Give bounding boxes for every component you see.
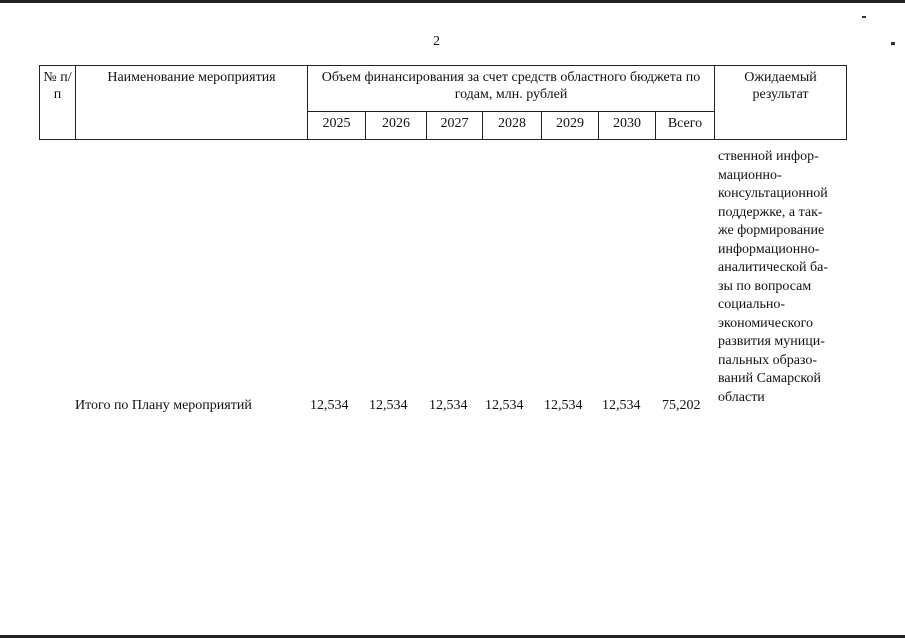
result-line: ственной инфор- bbox=[718, 149, 819, 164]
result-line: экономического bbox=[718, 315, 813, 331]
page-number: 2 bbox=[433, 34, 440, 49]
total-header: Всего bbox=[656, 112, 715, 140]
total-label: Итого по Плану мероприятий bbox=[75, 398, 252, 413]
page-top-edge bbox=[0, 0, 905, 3]
total-value: 12,534 bbox=[602, 398, 641, 413]
total-value: 12,534 bbox=[369, 398, 408, 413]
result-line: области bbox=[718, 389, 765, 405]
header-funding: Объем финансирования за счет средств областного бюджета по годам, млн. рублей bbox=[308, 66, 715, 112]
total-value: 12,534 bbox=[485, 398, 524, 413]
result-line: аналитической ба- bbox=[718, 260, 829, 275]
year-header: 2026 bbox=[366, 112, 427, 140]
result-line: же формирование bbox=[718, 223, 825, 238]
result-line: ваний Самарской bbox=[718, 371, 821, 386]
year-header: 2029 bbox=[542, 112, 599, 140]
year-header: 2027 bbox=[427, 112, 483, 140]
result-line: пальных образо- bbox=[718, 352, 818, 368]
result-line: информационно- bbox=[718, 241, 820, 257]
result-line: мационно- bbox=[718, 167, 782, 183]
result-line: развития муници- bbox=[718, 334, 825, 349]
scan-speck bbox=[891, 42, 895, 45]
page-bottom-edge bbox=[0, 635, 905, 638]
header-num: № п/п bbox=[40, 66, 76, 140]
total-value: 12,534 bbox=[544, 398, 583, 413]
header-result: Ожидаемый результат bbox=[715, 66, 847, 140]
total-value: 12,534 bbox=[429, 398, 468, 413]
expected-result-continuation bbox=[718, 148, 840, 407]
total-value: 12,534 bbox=[310, 398, 349, 413]
grand-total-value: 75,202 bbox=[662, 398, 701, 413]
result-line: поддержке, а так- bbox=[718, 204, 823, 220]
result-line: консультационной bbox=[718, 186, 828, 201]
header-name: Наименование мероприятия bbox=[76, 66, 308, 140]
year-header: 2030 bbox=[599, 112, 656, 140]
funding-table-header bbox=[39, 65, 847, 140]
result-line: социально- bbox=[718, 297, 786, 312]
result-line: зы по вопросам bbox=[718, 278, 812, 294]
year-header: 2025 bbox=[308, 112, 366, 140]
year-header: 2028 bbox=[483, 112, 542, 140]
scan-speck bbox=[862, 16, 866, 18]
